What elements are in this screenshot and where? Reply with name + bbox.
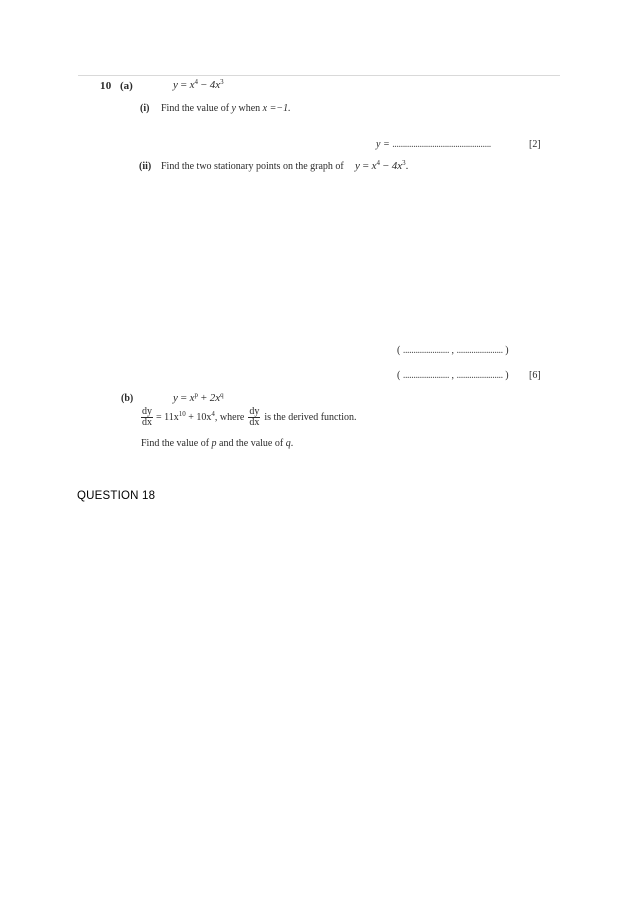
part-b-find-text: Find the value of p and the value of q. bbox=[141, 438, 294, 449]
part-a-i-answer-line: y = ............................................... bbox=[376, 139, 491, 150]
question-number: 10 bbox=[100, 80, 112, 92]
part-a-ii-equation: $y = x^4 - 4x^3$. bbox=[355, 159, 409, 172]
part-a-ii-text: Find the two stationary points on the graph of bbox=[161, 161, 344, 172]
part-a-i-mark: [2] bbox=[529, 139, 541, 150]
dy-dx-fraction: $\frac{dy}{dx}$ bbox=[142, 406, 152, 428]
dy-dx-fraction-2: $\frac{dy}{dx}$ bbox=[249, 406, 260, 428]
part-a-ii-mark: [6] bbox=[529, 370, 541, 381]
part-b-equation: $y = x^p + 2x^q$ bbox=[173, 391, 224, 404]
part-a-ii-answer-1: ( ...................... , ...................... ) bbox=[397, 345, 509, 356]
part-a-label: (a) bbox=[120, 80, 133, 92]
part-a-i-label: (i) bbox=[140, 103, 150, 114]
section-heading: QUESTION 18 bbox=[77, 490, 156, 502]
part-a-equation: $y = x^4 - 4x^3$ bbox=[173, 78, 224, 91]
part-b-derivative-line: $\frac{dy}{dx}$ = $11x^{10} + 10x^4$, where $\frac{dy}{dx}$ is the derived function. bbox=[142, 406, 357, 428]
part-a-ii-answer-2: ( ...................... , ...................... ) bbox=[397, 370, 509, 381]
part-b-label: (b) bbox=[121, 393, 134, 404]
part-a-i-text: Find the value of y when x =−1. bbox=[161, 103, 291, 114]
top-rule bbox=[78, 75, 560, 76]
part-a-ii-label: (ii) bbox=[139, 161, 152, 172]
